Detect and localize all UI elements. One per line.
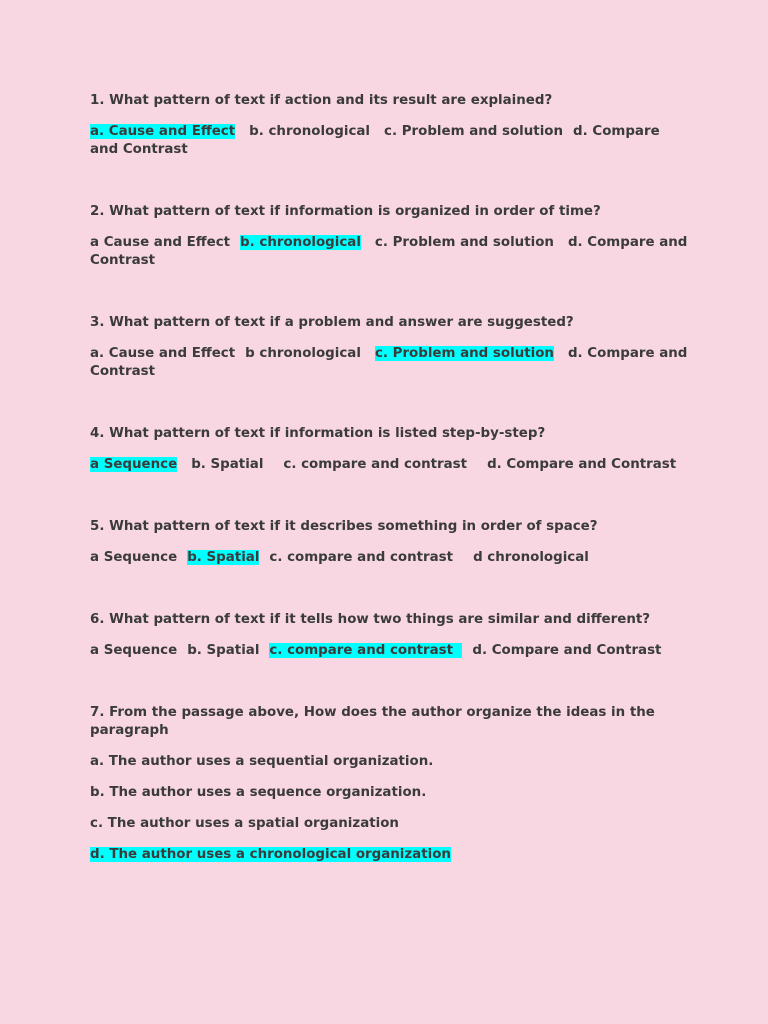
- option-b: b. Spatial: [187, 550, 260, 565]
- option-d: d. Compare and Contrast: [487, 457, 677, 472]
- answer-options: [90, 456, 690, 474]
- question-text: 2. What pattern of text if information is organized in order of time?: [90, 204, 601, 219]
- question-text: 3. What pattern of text if a problem and answer are suggested?: [90, 315, 574, 330]
- worksheet: [90, 92, 690, 864]
- question-4: [90, 425, 690, 474]
- option-c: c. Problem and solution: [374, 235, 554, 250]
- option-c: c. Problem and solution: [374, 346, 554, 361]
- option-d: d. Compare and Contrast: [90, 346, 688, 379]
- option-d: d. The author uses a chronological organization: [90, 847, 451, 862]
- question-3: [90, 314, 690, 381]
- option-b: b. Spatial: [191, 457, 264, 472]
- option-c: c. compare and contrast: [283, 457, 468, 472]
- answer-options: [90, 549, 690, 567]
- answer-options: [90, 642, 690, 660]
- option-a: a Sequence: [90, 643, 178, 658]
- answer-options: [90, 234, 690, 270]
- option-b: b. The author uses a sequence organization.: [90, 785, 427, 800]
- option-c: c. compare and contrast: [269, 643, 454, 658]
- option-d: d chronological: [473, 550, 589, 565]
- answer-options: [90, 123, 690, 159]
- option-b: b. chronological: [240, 235, 361, 250]
- question-7: [90, 704, 690, 864]
- option-b: b. Spatial: [187, 643, 260, 658]
- option-c: c. The author uses a spatial organization: [90, 816, 399, 831]
- option-a: a. Cause and Effect: [90, 124, 236, 139]
- option-b: b chronological: [245, 346, 361, 361]
- option-a: a Cause and Effect: [90, 235, 231, 250]
- question-2: [90, 203, 690, 270]
- option-c: c. Problem and solution: [384, 124, 564, 139]
- question-text: 7. From the passage above, How does the author organize the ideas in the paragraph: [90, 705, 655, 738]
- option-a: a. Cause and Effect: [90, 346, 236, 361]
- question-6: [90, 611, 690, 660]
- question-text: 5. What pattern of text if it describes something in order of space?: [90, 519, 598, 534]
- question-text: 4. What pattern of text if information is listed step-by-step?: [90, 426, 546, 441]
- question-text: 1. What pattern of text if action and its result are explained?: [90, 93, 553, 108]
- option-d: d. Compare and Contrast: [472, 643, 662, 658]
- option-d: d. Compare and Contrast: [90, 124, 660, 157]
- option-a: a. The author uses a sequential organization.: [90, 754, 434, 769]
- option-a: a Sequence: [90, 457, 178, 472]
- question-1: [90, 92, 690, 159]
- answer-options: [90, 345, 690, 381]
- question-text: 6. What pattern of text if it tells how two things are similar and different?: [90, 612, 651, 627]
- option-b: b. chronological: [249, 124, 371, 139]
- option-c: c. compare and contrast: [269, 550, 454, 565]
- option-d: d. Compare and Contrast: [90, 235, 688, 268]
- option-a: a Sequence: [90, 550, 178, 565]
- question-5: [90, 518, 690, 567]
